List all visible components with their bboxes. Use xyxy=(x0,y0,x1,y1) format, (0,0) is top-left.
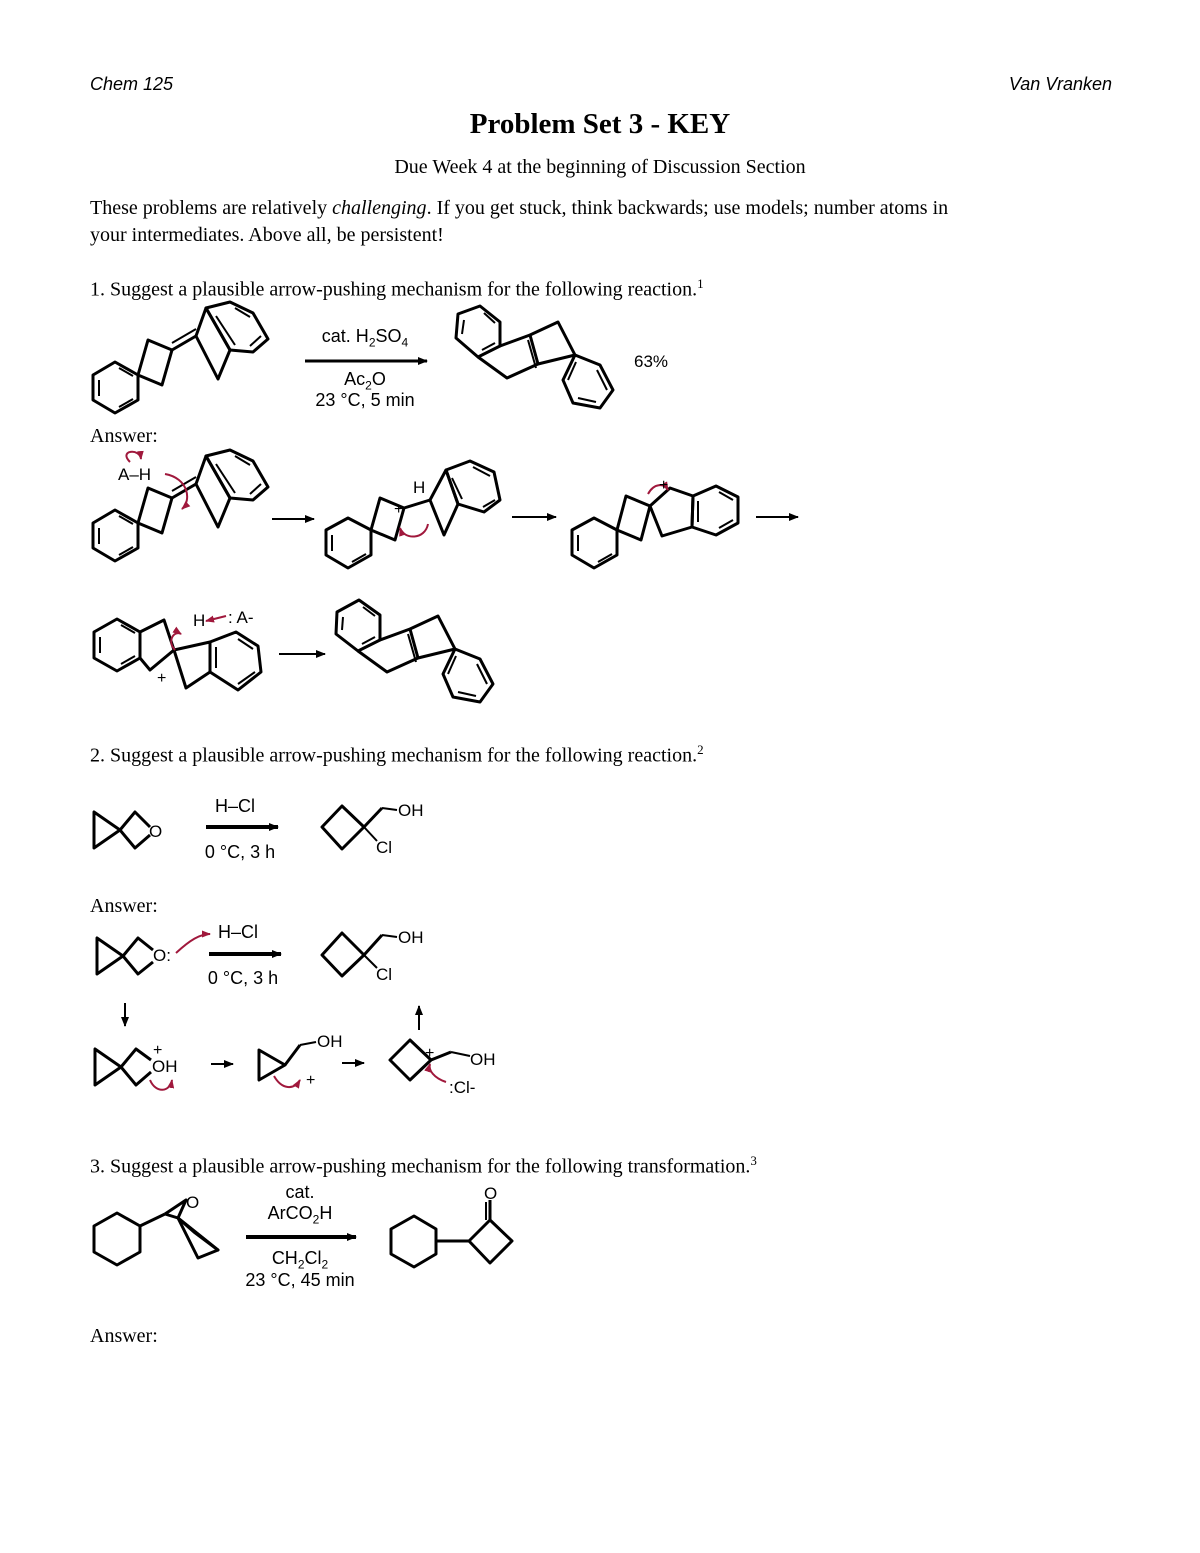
q1-yield: 63% xyxy=(634,352,669,371)
q1-answer-label: Answer: xyxy=(90,425,158,447)
intro-line1-a: These problems are relatively xyxy=(90,197,333,219)
q1-reagent-mid: SO xyxy=(375,326,402,346)
intro-line2: your intermediates. Above all, be persistent! xyxy=(90,224,444,246)
q3-acid-text: ArCO xyxy=(267,1203,313,1223)
q3-solvent-sub1: 2 xyxy=(297,1257,305,1272)
q1-base-label: : A- xyxy=(228,608,254,627)
question-2-text: 2. Suggest a plausible arrow-pushing mechanism for the following reaction. xyxy=(90,744,698,767)
q2-plus-oxonium: + xyxy=(153,1042,163,1059)
q2-ring-expansion-arrow xyxy=(274,1076,300,1087)
q1-reactant-biphenylene xyxy=(93,302,268,413)
charge-labels xyxy=(153,477,668,1089)
q3-product-cyclobutanone xyxy=(391,1200,512,1267)
q1-answer-start xyxy=(93,450,268,561)
q2-o-label: O xyxy=(149,822,163,841)
q2-chloride-label: :Cl- xyxy=(449,1078,476,1097)
q2-ring-opening-arrow xyxy=(150,1080,172,1090)
q1-h-label: H xyxy=(413,478,426,497)
q2-product-cyclobutane xyxy=(322,806,397,849)
q1-plus-charge-2: + xyxy=(659,477,669,494)
q2-product-oh: OH xyxy=(398,801,424,820)
question-3-text: 3. Suggest a plausible arrow-pushing mechanism for the following transformation. xyxy=(90,1155,751,1178)
q2-chloride-attack-arrow xyxy=(430,1064,446,1082)
q2-plus-primary: + xyxy=(306,1072,316,1089)
q2-cyclobutyl-oh: OH xyxy=(470,1050,496,1069)
author-label: Van Vranken xyxy=(1008,74,1112,94)
q3-solvent-text: CH xyxy=(271,1248,298,1268)
mechanism-arrows xyxy=(126,452,668,1090)
question-3-ref: 3 xyxy=(750,1153,757,1168)
q3-acid-end: H xyxy=(319,1203,333,1223)
q2-protonation-arrow xyxy=(176,934,210,953)
q3-ketone-o: O xyxy=(484,1184,498,1203)
q2-oxonium xyxy=(95,1049,151,1085)
q1-answer-cation-1 xyxy=(326,461,500,568)
intro-emphasis: challenging xyxy=(332,197,427,219)
q3-solvent-sub2: 2 xyxy=(321,1257,329,1272)
q2-answer-product-oh: OH xyxy=(398,928,424,947)
q2-reactant-oxaspiro xyxy=(94,812,150,848)
q2-oxonium-oh: OH xyxy=(152,1057,178,1076)
q2-o-colon: O: xyxy=(153,946,171,965)
q1-answer-spiro-cation xyxy=(572,486,738,568)
q1-ac-sub: 2 xyxy=(365,378,372,393)
q1-reagent-sub1: 2 xyxy=(368,335,376,350)
intro-line1-b: . If you get stuck, think backwards; use models; number atoms in xyxy=(426,197,949,219)
page-subtitle: Due Week 4 at the beginning of Discussion Section xyxy=(394,156,806,178)
q3-answer-label: Answer: xyxy=(90,1325,158,1347)
q3-acid-sub: 2 xyxy=(312,1212,320,1227)
q2-product-cl: Cl xyxy=(376,838,393,857)
q1-proton-arrow-a xyxy=(126,452,141,462)
q2-answer-label: Answer: xyxy=(90,895,158,917)
q1-ac-text: Ac xyxy=(344,369,366,389)
q2-answer-conditions: 0 °C, 3 h xyxy=(207,968,279,988)
q2-plus-cyclobutyl: + xyxy=(425,1045,435,1062)
q2-reagent: H–Cl xyxy=(214,796,255,816)
question-1-ref: 1 xyxy=(697,276,704,291)
question-1-text: 1. Suggest a plausible arrow-pushing mechanism for the following reaction. xyxy=(90,278,698,301)
q1-reagent-cat-text: cat. H xyxy=(321,326,369,346)
q2-answer-product-cl: Cl xyxy=(376,965,393,984)
q3-epoxide-o: O xyxy=(186,1193,200,1212)
q1-plus-charge-1: + xyxy=(394,501,404,518)
q1-plus-charge-3: + xyxy=(157,670,167,687)
q1-base-h-label: H xyxy=(193,611,206,630)
page-title: Problem Set 3 - KEY xyxy=(469,108,731,140)
q1-ac-end: O xyxy=(371,369,386,389)
q1-answer-final-product xyxy=(336,600,493,702)
q1-acid-label: A–H xyxy=(118,465,152,484)
q2-answer-reagent: H–Cl xyxy=(217,922,258,942)
q3-conditions: 23 °C, 45 min xyxy=(245,1270,355,1290)
question-2-ref: 2 xyxy=(697,742,704,757)
q3-reagent-cat: cat. xyxy=(285,1182,315,1202)
q3-solvent-mid: Cl xyxy=(304,1248,322,1268)
q1-shift-arrow xyxy=(400,524,428,537)
q3-reactant xyxy=(94,1200,218,1265)
q1-answer-rearranged-cation xyxy=(94,619,261,690)
q1-deprotonation-arrow xyxy=(206,616,226,621)
q2-conditions: 0 °C, 3 h xyxy=(204,842,276,862)
q1-conditions: 23 °C, 5 min xyxy=(315,390,415,410)
q2-cation-oh: OH xyxy=(317,1032,343,1051)
q2-answer-product xyxy=(322,933,397,976)
q2-answer-reactant xyxy=(97,938,153,974)
q1-product-indenoindene xyxy=(456,306,613,408)
q1-reagent-sub2: 4 xyxy=(401,335,409,350)
course-label: Chem 125 xyxy=(90,74,174,94)
